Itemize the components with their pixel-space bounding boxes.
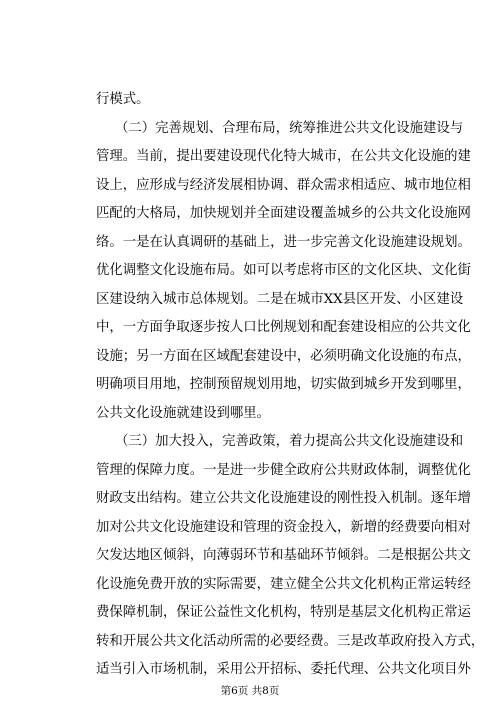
body-text-line: 匹配的大格局，加快规划并全面建设覆盖城乡的公共文化设施网: [96, 206, 471, 221]
body-text-line: 管理。当前，提出要建设现代化特大城市，在公共文化设施的建: [96, 149, 471, 164]
page-number-footer: 第6页 共8页: [220, 685, 280, 697]
body-text-line: 设施；另一方面在区域配套建设中，必须明确文化设施的布点，: [96, 348, 471, 364]
body-text-line: 欠发达地区倾斜，向薄弱环节和基础环节倾斜。二是根据公共文: [96, 548, 471, 563]
body-text-line: （三）加大投入，完善政策，着力提高公共文化设施建设和: [115, 434, 464, 449]
body-text-line: 化设施免费开放的实际需要，建立健全公共文化机构正常运转经: [96, 576, 471, 592]
body-text-line: 络。一是在认真调研的基础上，进一步完善文化设施建设规划。: [96, 234, 471, 250]
body-text-line: 优化调整文化设施布局。如可以考虑将市区的文化区块、文化街: [96, 263, 471, 278]
body-text-line: 区建设纳入城市总体规划。二是在城市XX县区开发、小区建设: [96, 291, 464, 307]
body-text-line: 适当引入市场机制，采用公开招标、委托代理、公共文化项目外: [96, 662, 471, 677]
body-text-line: 中，一方面争取逐步按人口比例规划和配套建设相应的公共文化: [96, 320, 471, 335]
body-text-line: 费保障机制，保证公益性文化机构，特别是基层文化机构正常运: [96, 605, 471, 620]
body-text-line: 加对公共文化设施建设和管理的资金投入，新增的经费要向相对: [96, 519, 471, 535]
body-text-line: 行模式。: [96, 92, 150, 107]
body-text-line: 转和开展公共文化活动所需的必要经费。三是改革政府投入方式，: [96, 633, 485, 649]
body-text-line: 公共文化设施就建设到哪里。: [96, 405, 271, 421]
body-text-line: 财政支出结构。建立公共文化设施建设的刚性投入机制。逐年增: [96, 491, 471, 506]
body-text-line: （二）完善规划、合理布局，统筹推进公共文化设施建设与: [115, 120, 464, 136]
body-text-line: 设上，应形成与经济发展相协调、群众需求相适应、城市地位相: [96, 177, 471, 193]
body-text-line: 管理的保障力度。一是进一步健全政府公共财政体制，调整优化: [96, 462, 471, 478]
body-text-line: 明确项目用地，控制预留规划用地，切实做到城乡开发到哪里，: [96, 377, 471, 392]
